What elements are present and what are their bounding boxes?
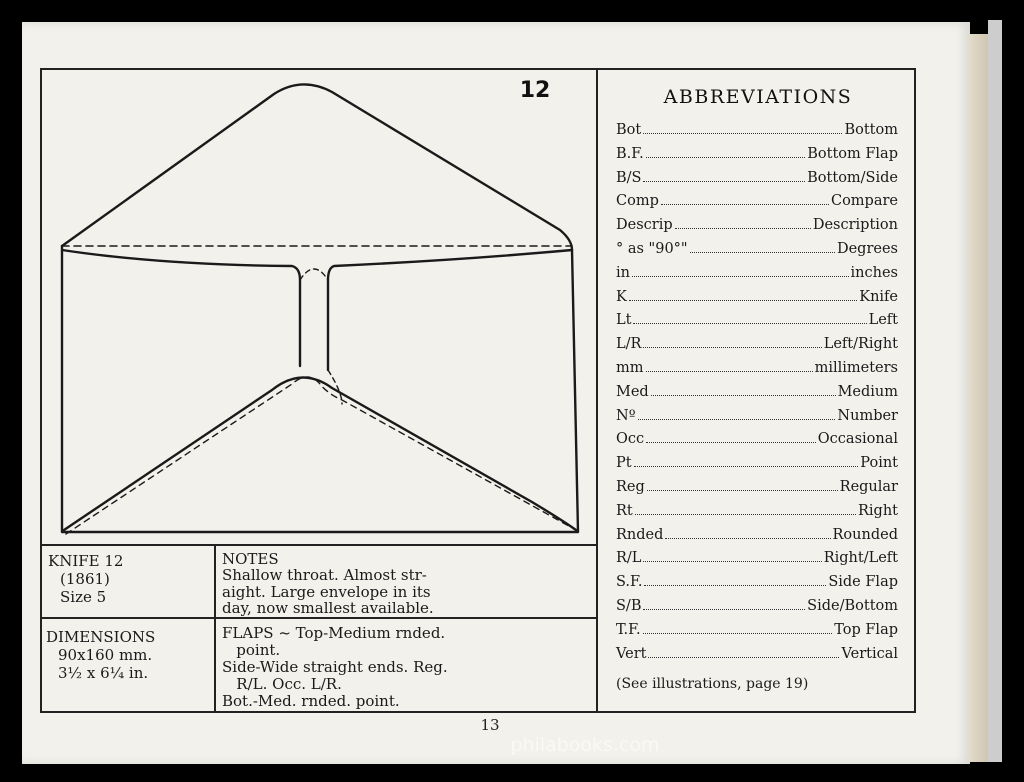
abbreviation-term: Nº [616,407,636,424]
page-edge [968,34,988,762]
abbreviation-term: Comp [616,193,659,210]
abbreviation-term: Med [616,383,649,400]
leader-dots [646,442,816,443]
leader-dots [635,514,856,515]
abbreviation-meaning: inches [850,264,898,281]
leader-dots [633,323,866,324]
abbreviation-meaning: Bottom/Side [807,169,898,186]
abbreviation-meaning: Bottom Flap [807,145,898,162]
abbreviation-term: ° as "90°" [616,240,688,257]
abbreviation-meaning: Number [837,407,898,424]
abbreviation-meaning: Left/Right [823,336,898,353]
row-divider-top [40,544,598,546]
abbreviation-term: Pt [616,455,632,472]
abbreviation-term: mm [616,359,644,376]
abbreviation-meaning: Point [860,455,898,472]
leader-dots [643,561,821,562]
leader-dots [634,466,859,467]
throat-fold-line [300,269,328,280]
leader-dots [643,133,842,134]
abbreviation-meaning: Right [857,502,898,519]
abbreviation-term: S/B [616,597,642,614]
dimensions-metric: 90x160 mm. [58,646,153,664]
abbreviation-row [616,431,898,455]
abbreviation-meaning: Description [812,217,898,234]
leader-dots [651,395,836,396]
abbreviation-term: Rnded [616,526,664,543]
top-flap-outline [62,84,572,250]
dimensions-imperial: 3½ x 6¼ in. [58,664,149,682]
abbreviation-row [616,289,898,313]
flaps-line-1: FLAPS ~ Top-Medium rnded. [222,624,446,642]
abbreviation-row [616,265,898,289]
abbreviation-meaning: millimeters [814,359,898,376]
abbreviation-term: in [616,264,630,281]
bottom-flap-inner [66,377,576,534]
abbreviation-meaning: Medium [837,383,898,400]
abbreviation-row [616,479,898,503]
leader-dots [646,157,806,158]
abbreviation-term: Vert [616,645,647,662]
abbreviation-meaning: Side Flap [828,574,898,591]
abbreviation-term: R/L [616,550,642,567]
leader-dots [629,300,857,301]
abbreviation-meaning: Bottom [844,122,898,138]
abbreviation-row [616,146,898,170]
abbreviation-row [616,455,898,479]
abbreviation-row [616,646,898,670]
leader-dots [644,585,826,586]
abbreviation-row [616,193,898,217]
abbreviation-term: Bot [616,122,642,138]
leader-dots [646,371,813,372]
leader-dots [643,347,821,348]
envelope-body [62,246,578,532]
abbreviation-row [616,550,898,574]
abbreviations-list [616,122,898,669]
abbreviation-row [616,217,898,241]
leader-dots [632,276,849,277]
notes-line-3: day, now smallest available. [222,599,434,617]
flaps-line-3: Side-Wide straight ends. Reg. [222,658,448,676]
abbreviation-meaning: Rounded [832,526,898,543]
knife-number: 12 [519,78,551,103]
abbreviation-meaning: Compare [830,193,898,210]
notes-heading: NOTES [222,550,279,568]
left-side-flap-edge [62,250,300,366]
notes-line-2: aight. Large envelope in its [222,583,431,601]
leader-dots [690,252,835,253]
abbreviation-row [616,312,898,336]
dimensions-heading: DIMENSIONS [46,628,156,646]
knife-year: (1861) [60,570,110,588]
abbreviation-meaning: Regular [839,478,898,495]
abbreviation-term: Reg [616,478,645,495]
abbreviations-title: ABBREVIATIONS [663,86,853,108]
leader-dots [647,490,838,491]
abbreviation-term: K [616,288,627,305]
abbreviation-term: B.F. [616,145,644,162]
info-column-divider [214,544,216,713]
leader-dots [643,181,805,182]
background-edge [988,20,1002,762]
flaps-line-5: Bot.-Med. rnded. point. [222,692,400,710]
abbreviation-term: Lt [616,312,632,329]
abbreviation-row [616,360,898,384]
abbreviation-term: Rt [616,502,633,519]
abbreviation-row [616,170,898,194]
knife-title: KNIFE 12 [48,552,124,570]
abbreviation-row [616,336,898,360]
abbreviation-term: T.F. [616,621,641,638]
right-side-flap-edge [328,250,572,370]
abbreviation-meaning: Knife [859,288,898,305]
abbreviation-row [616,408,898,432]
leader-dots [675,228,811,229]
leader-dots [648,657,839,658]
abbreviation-row [616,122,898,146]
abbreviation-meaning: Left [868,312,898,329]
abbreviation-row [616,527,898,551]
abbreviation-term: S.F. [616,574,643,591]
abbreviations-note: (See illustrations, page 19) [616,676,809,692]
flaps-line-2: point. [222,641,281,659]
page-number: 13 [480,716,500,734]
abbreviation-meaning: Occasional [817,431,898,448]
leader-dots [665,538,830,539]
abbreviation-term: Descrip [616,217,673,234]
abbreviation-row [616,503,898,527]
abbreviation-meaning: Side/Bottom [807,597,898,614]
leader-dots [638,419,836,420]
abbreviation-term: Occ [616,431,645,448]
envelope-diagram [42,70,592,542]
abbreviation-meaning: Vertical [841,645,898,662]
abbreviation-term: L/R [616,336,642,353]
leader-dots [661,204,829,205]
abbreviation-row [616,598,898,622]
watermark: philabooks.com [510,734,660,756]
abbreviation-row [616,384,898,408]
leader-dots [643,609,805,610]
knife-size: Size 5 [60,588,107,606]
abbreviation-meaning: Top Flap [834,621,898,638]
abbreviation-row [616,574,898,598]
abbreviation-meaning: Right/Left [823,550,898,567]
abbreviation-term: B/S [616,169,642,186]
bottom-flap-outline [64,377,576,530]
notes-line-1: Shallow throat. Almost str- [222,566,427,584]
flaps-line-4: R/L. Occ. L/R. [222,675,342,693]
row-divider-bottom [40,617,598,619]
abbreviation-row [616,622,898,646]
abbreviation-row [616,241,898,265]
abbreviation-meaning: Degrees [836,240,898,257]
leader-dots [643,633,833,634]
